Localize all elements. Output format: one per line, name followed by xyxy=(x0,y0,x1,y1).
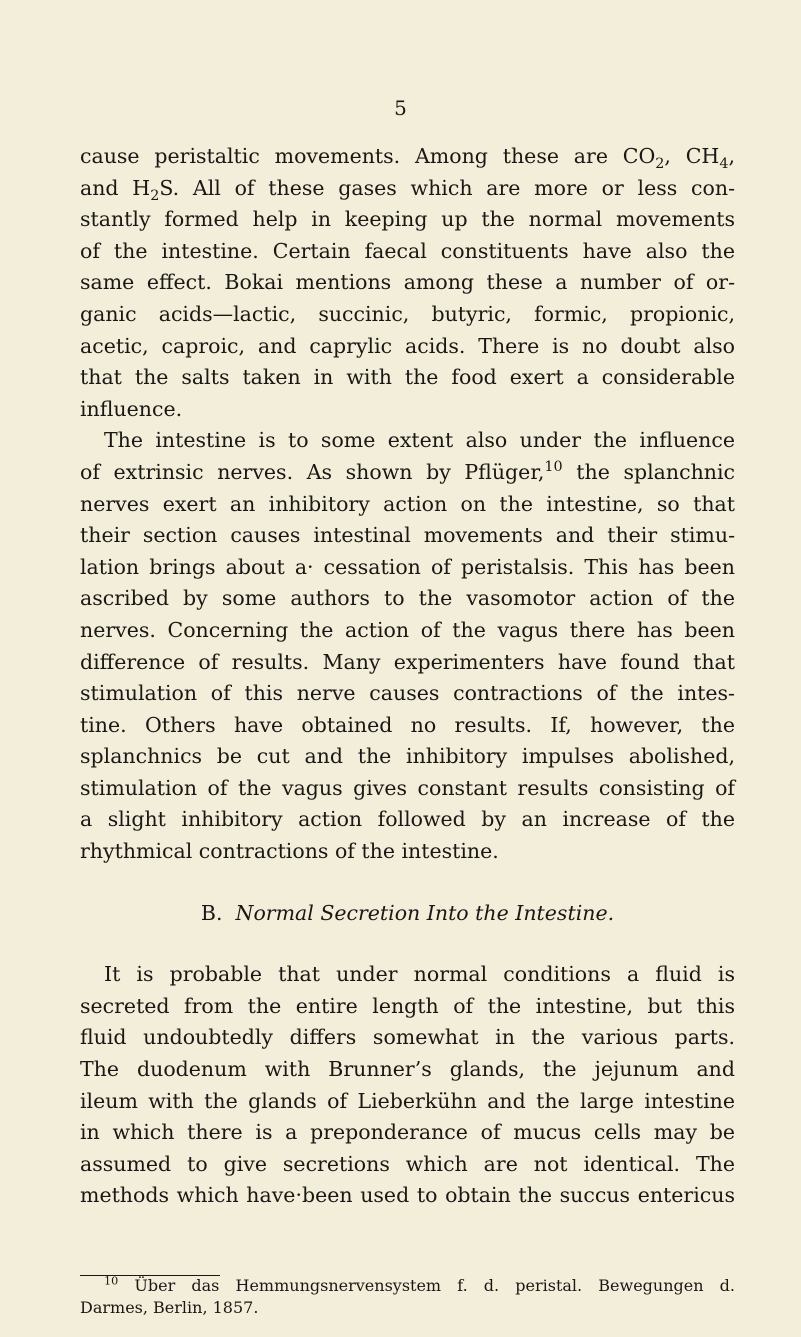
text-span: the splanchnic xyxy=(562,459,736,484)
paragraph xyxy=(80,425,735,867)
paragraph xyxy=(80,141,735,425)
text-line: ganic acids—lactic, succinic, butyric, formic, propionic, xyxy=(80,301,735,326)
text-line xyxy=(80,173,735,205)
text-line: that the salts taken in with the food exert a considerable xyxy=(80,365,735,390)
text-span: of extrinsic nerves. As shown by Pflüger, xyxy=(80,459,545,484)
text-line: fluid undoubtedly differs somewhat in the various parts. xyxy=(80,1025,735,1050)
text-line: tine. Others have obtained no results. If, however, the xyxy=(80,712,735,737)
page-number: 5 xyxy=(394,96,407,120)
section-title: Normal Secretion Into the Intestine. xyxy=(235,900,615,925)
text-line: of the intestine. Certain faecal constituents have also the xyxy=(80,238,735,263)
footnote-marker: 10 xyxy=(104,1274,119,1288)
footnote-ref[interactable]: 10 xyxy=(544,459,563,476)
text-line: ileum with the glands of Lieberkühn and the large intestine xyxy=(80,1088,735,1113)
text-line xyxy=(80,457,735,489)
text-line: stantly formed help in keeping up the normal movements xyxy=(80,207,735,232)
text-line: influence. xyxy=(80,396,183,421)
text-line: difference of results. Many experimenters have found that xyxy=(80,649,735,674)
text-line: lation brings about a· cessation of peristalsis. This has been xyxy=(80,554,735,579)
footnote-line: Darmes, Berlin, 1857. xyxy=(80,1298,259,1317)
text-span: Über das Hemmungsnervensystem f. d. peristal. Bewegungen d. xyxy=(118,1276,735,1295)
text-span: cause peristaltic movements. Among these are CO xyxy=(80,144,656,168)
subscript: 2 xyxy=(150,187,160,204)
text-span: and H xyxy=(80,175,151,200)
text-line: rhythmical contractions of the intestine. xyxy=(80,839,499,864)
text-line: The intestine is to some extent also under the influence xyxy=(104,428,735,453)
text-span: , xyxy=(728,144,735,168)
text-line: nerves exert an inhibitory action on the intestine, so that xyxy=(80,491,735,516)
text-line: methods which have·been used to obtain the succus entericus xyxy=(80,1183,735,1208)
text-span: , CH xyxy=(664,144,720,168)
text-line: It is probable that under normal conditions a fluid is xyxy=(104,962,735,987)
body-text xyxy=(80,141,735,1212)
text-line: a slight inhibitory action followed by an increase of the xyxy=(80,807,735,832)
text-line: same effect. Bokai mentions among these a number of or- xyxy=(80,270,735,295)
text-line: nerves. Concerning the action of the vagus there has been xyxy=(80,617,735,642)
subscript: 4 xyxy=(719,156,729,173)
footnote xyxy=(80,1275,735,1319)
text-line xyxy=(80,141,735,173)
section-heading xyxy=(80,898,735,930)
subscript: 2 xyxy=(655,156,665,173)
text-line: ascribed by some authors to the vasomotor action of the xyxy=(80,586,735,611)
text-line: assumed to give secretions which are not identical. The xyxy=(80,1151,735,1176)
text-line: secreted from the entire length of the intestine, but this xyxy=(80,993,735,1018)
text-line: acetic, caproic, and caprylic acids. There is no doubt also xyxy=(80,333,735,358)
text-line: in which there is a preponderance of mucus cells may be xyxy=(80,1120,735,1145)
section-label: B. xyxy=(200,900,223,925)
text-line: their section causes intestinal movements and their stimu- xyxy=(80,523,735,548)
footnote-line xyxy=(80,1275,735,1297)
text-line: stimulation of the vagus gives constant results consisting of xyxy=(80,775,735,800)
text-line: stimulation of this nerve causes contractions of the intes- xyxy=(80,681,735,706)
text-span: S. All of these gases which are more or less con- xyxy=(159,175,735,200)
text-line: splanchnics be cut and the inhibitory impulses abolished, xyxy=(80,744,735,769)
paragraph xyxy=(80,959,735,1212)
text-line: The duodenum with Brunner’s glands, the jejunum and xyxy=(80,1057,735,1082)
